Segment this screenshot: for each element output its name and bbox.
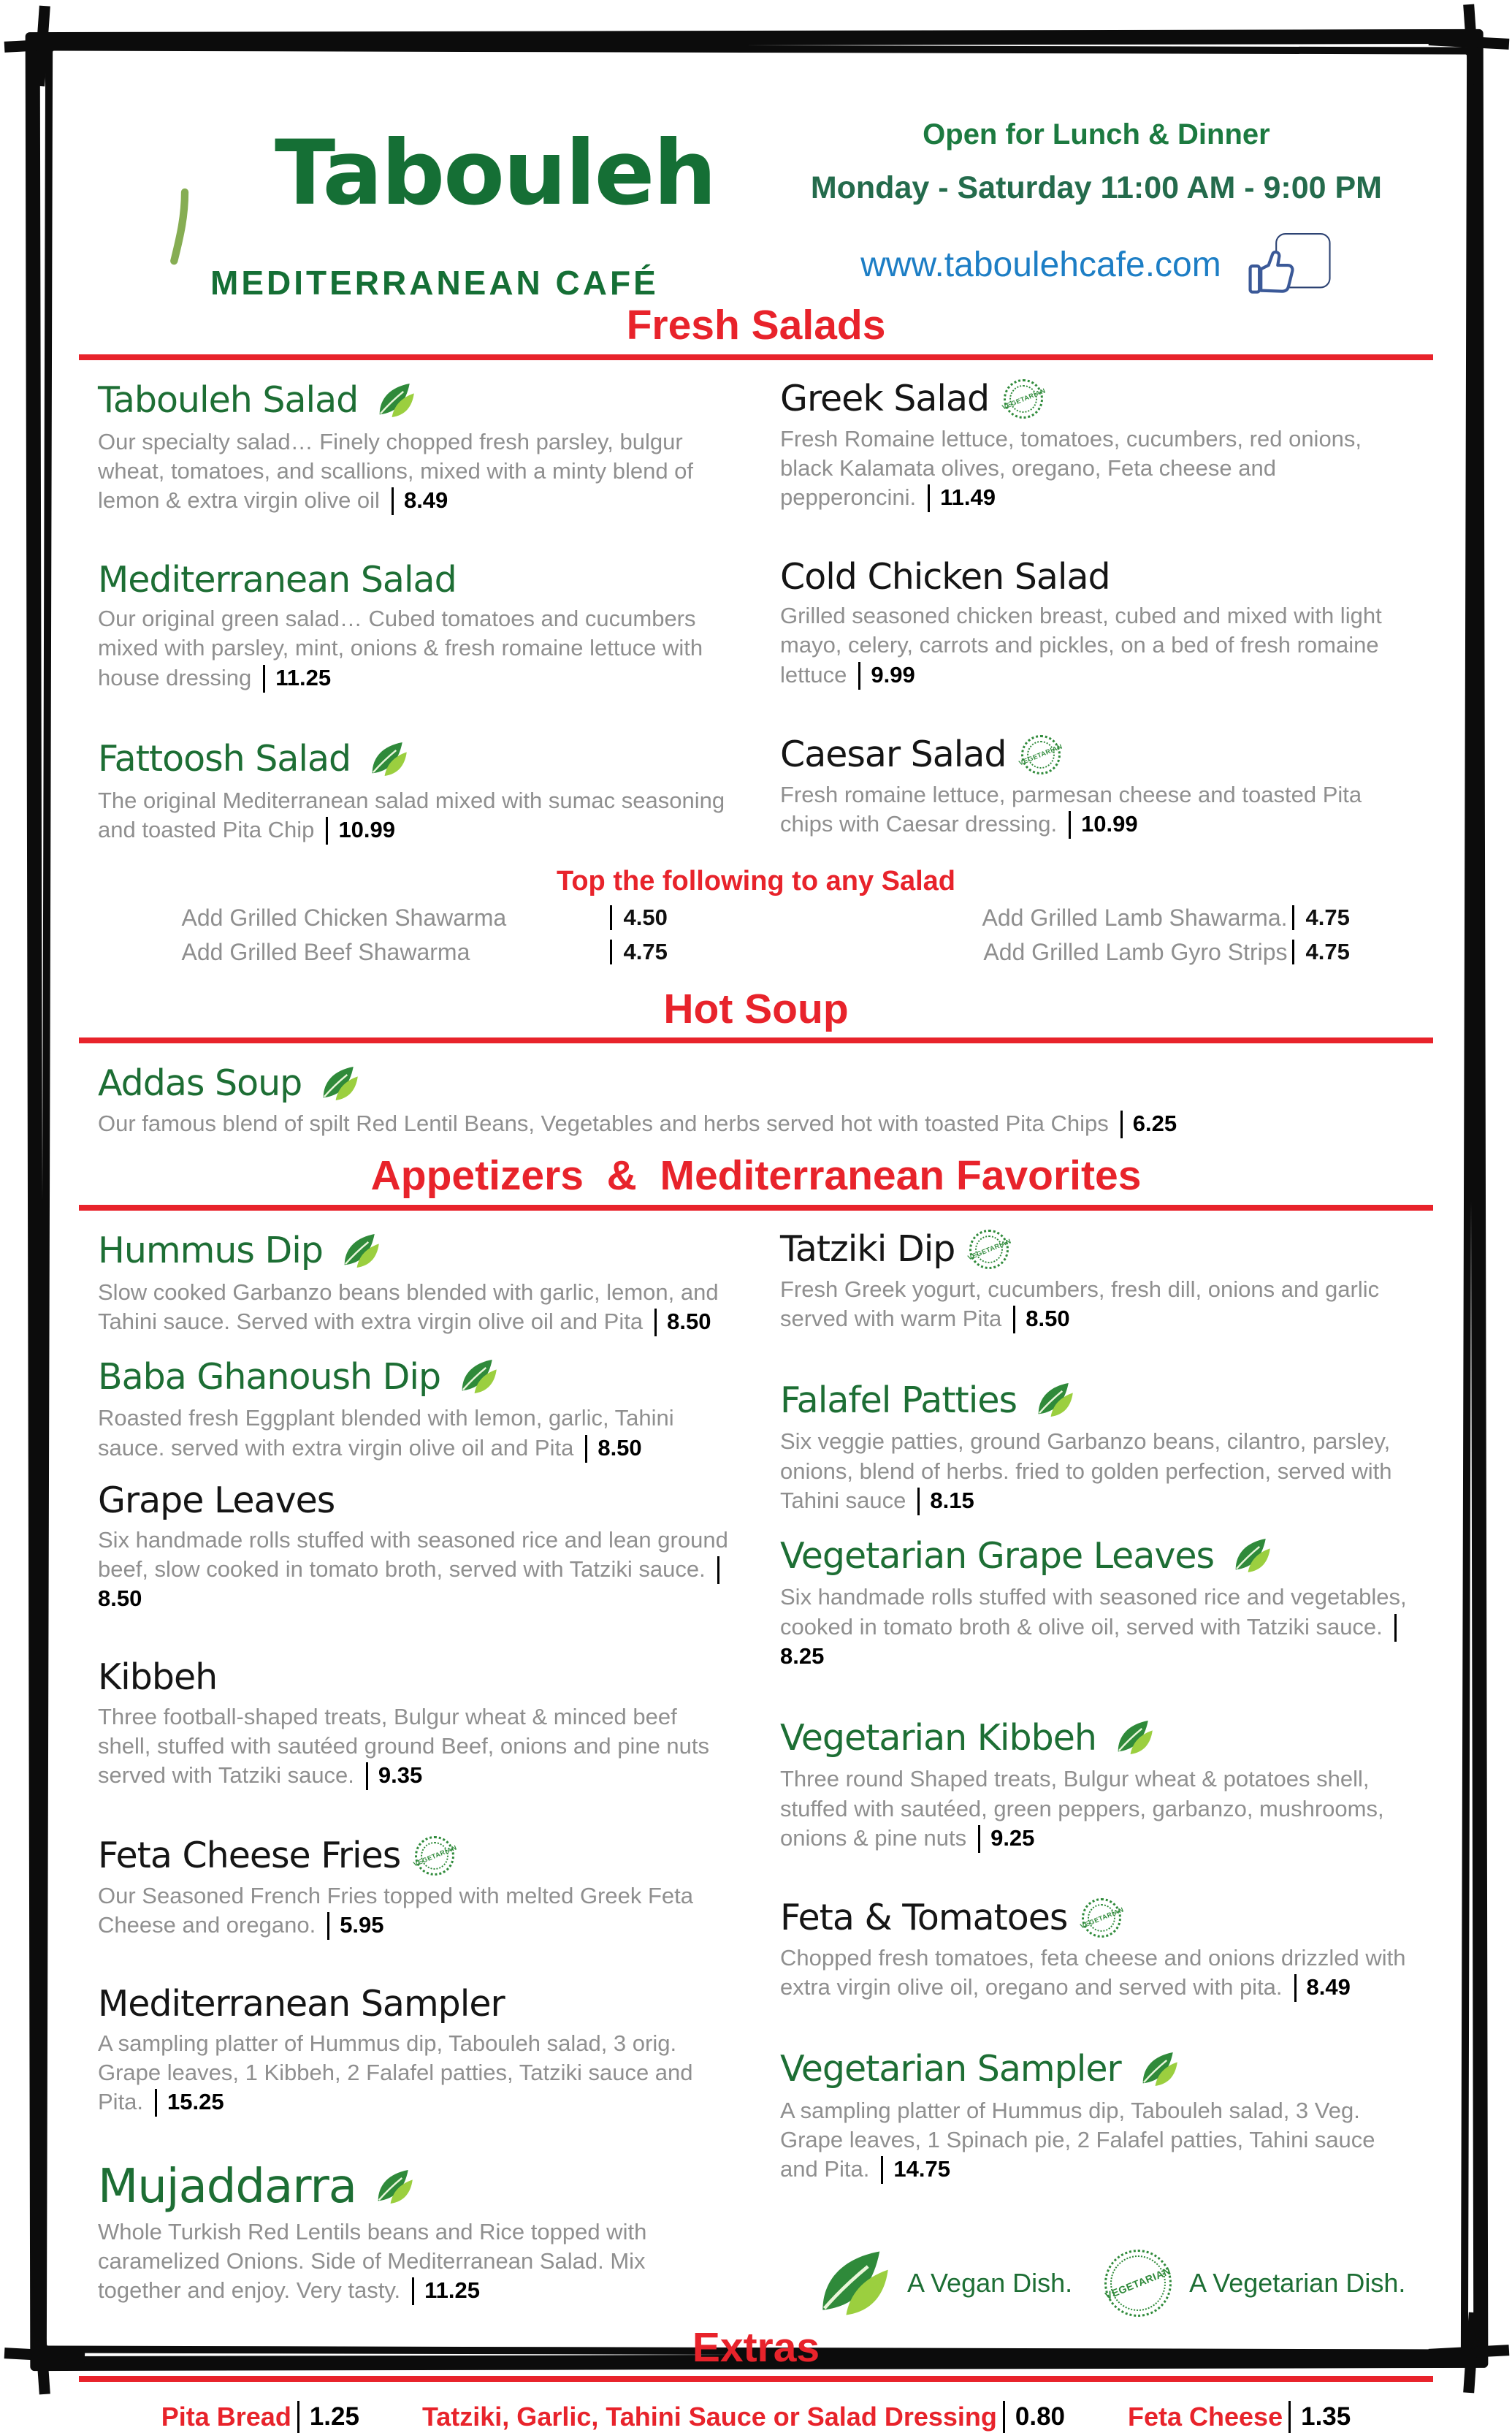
header-info [811, 118, 1411, 297]
menu-item-desc-text: Six handmade rolls stuffed with seasoned rice and lean ground beef, slow cooked in tomato broth, served with Tatziki sauce. [98, 1526, 728, 1582]
menu-item-desc-text: Our Seasoned French Fries topped with melted Greek Feta Cheese and oregano. [98, 1882, 694, 1938]
open-hours-line1: Open for Lunch & Dinner [923, 118, 1270, 151]
facebook-like-icon[interactable] [1246, 232, 1332, 297]
stamp-label: VEGETARIAN [1017, 742, 1064, 767]
menu-item-mujaddarra [98, 2159, 732, 2306]
price-divider [917, 1488, 920, 1515]
fresh-salads-grid [93, 379, 1419, 864]
menu-item-tabouleh-salad [98, 379, 732, 516]
menu-item-name: Addas Soup [98, 1062, 302, 1105]
price-divider [1394, 1614, 1397, 1642]
menu-item-desc-text: Three round Shaped treats, Bulgur wheat & potatoes shell, stuffed with sautéed, green peppers, garbanzo, mushrooms, onions & pine nuts [780, 1766, 1384, 1851]
price-divider [654, 1309, 657, 1336]
menu-item-name: Falafel Patties [780, 1379, 1017, 1421]
menu-item-price: 9.99 [871, 661, 915, 688]
menu-item-price: 11.25 [275, 664, 332, 690]
addon-row [98, 939, 732, 966]
menu-item-description [98, 427, 732, 516]
vegan-leaf-icon [365, 738, 408, 780]
menu-item-fattoosh-salad [98, 738, 732, 845]
menu-item-name: Fattoosh Salad [98, 738, 351, 780]
menu-item-desc-text: A sampling platter of Hummus dip, Tabouleh salad, 3 Veg. Grape leaves, 1 Spinach pie, 2 Falafel patties, Tahini sauce and Pita. [780, 2097, 1375, 2182]
section-rule [79, 1037, 1433, 1043]
menu-item-name: Vegetarian Sampler [780, 2048, 1121, 2090]
menu-item-description [780, 424, 1414, 513]
vegetarian-stamp-icon [412, 1836, 458, 1876]
menu-item-name: Mujaddarra [98, 2159, 356, 2214]
price-divider [928, 484, 930, 512]
menu-item-description [780, 1583, 1414, 1671]
brand-block [101, 99, 715, 302]
vegan-legend-label: A Vegan Dish. [907, 2267, 1073, 2298]
menu-item-description [98, 1278, 732, 1337]
menu-item-price: 6.25 [1132, 1111, 1177, 1137]
menu-item-desc-text: Our original green salad… Cubed tomatoes and cucumbers mixed with parsley, mint, onions & fresh romaine lettuce with house dressing [98, 606, 703, 690]
menu-item-name: Tabouleh Salad [98, 378, 359, 421]
menu-item-description [780, 780, 1414, 839]
menu-item-desc-text: Fresh Greek yogurt, cucumbers, fresh dill, onions and garlic served with warm Pita [780, 1276, 1380, 1332]
menu-item-description [780, 1764, 1414, 1853]
menu-item-desc-text: Chopped fresh tomatoes, feta cheese and onions drizzled with extra virgin olive oil, oregano and served with pita. [780, 1945, 1406, 2000]
menu-item-description [98, 604, 732, 693]
menu-item-price: 9.25 [990, 1824, 1035, 1851]
menu-item-desc-text: Fresh Romaine lettuce, tomatoes, cucumbers, red onions, black Kalamata olives, oregano, Feta cheese and pepperoncini. [780, 425, 1362, 511]
border-brush-tick [34, 6, 50, 87]
addon-price: 4.75 [1305, 939, 1350, 964]
section-rule [79, 354, 1433, 360]
svg-text:f: f [1297, 240, 1313, 290]
menu-item-kibbeh [98, 1656, 732, 1790]
website-link[interactable]: www.taboulehcafe.com [860, 245, 1221, 284]
stamp-label: VEGETARIAN [1103, 2264, 1173, 2301]
price-divider [392, 487, 394, 515]
vegan-leaf-icon [316, 1062, 359, 1105]
menu-item-description [98, 1881, 732, 1941]
price-divider [1013, 1306, 1015, 1333]
menu-item-name: Kibbeh [98, 1656, 218, 1699]
addon-row [780, 939, 1414, 966]
section-title-appetizers: Appetizers & Mediterranean Favorites [370, 1152, 1142, 1200]
menu-item-price: 8.25 [780, 1642, 825, 1669]
salad-addons-title: Top the following to any Salad [556, 865, 956, 896]
menu-item-mediterranean-salad [98, 558, 732, 693]
menu-item-baba-ghanoush-dip [98, 1355, 732, 1463]
vegan-leaf-icon [1111, 1716, 1153, 1759]
extra-item-sauces [422, 2401, 1065, 2433]
addon-price: 4.75 [1305, 905, 1350, 930]
price-divider [412, 2277, 414, 2305]
menu-item-price: 5.95 [340, 1912, 384, 1938]
salad-addons [93, 905, 1419, 973]
menu-item-name: Vegetarian Kibbeh [780, 1716, 1096, 1759]
extra-price: 1.25 [309, 2402, 359, 2432]
vegetarian-stamp-icon [1017, 735, 1064, 774]
addon-row [98, 905, 732, 932]
price-divider [1294, 1974, 1297, 2002]
menu-item-price: 14.75 [893, 2156, 950, 2182]
border-brush-tick [1463, 4, 1480, 85]
addon-price: 4.75 [623, 939, 668, 964]
extra-price: 1.35 [1301, 2402, 1351, 2432]
extra-label: Feta Cheese [1128, 2402, 1283, 2432]
menu-item-price: 11.25 [424, 2277, 481, 2304]
menu-item-price: 11.49 [940, 484, 996, 511]
vegan-leaf-icon [455, 1355, 497, 1398]
vegetarian-stamp-icon [1079, 1898, 1125, 1938]
vegetarian-stamp-icon [1104, 2250, 1172, 2317]
menu-item-description [98, 2029, 732, 2117]
menu-item-desc-text: Grilled seasoned chicken breast, cubed and mixed with light mayo, celery, carrots and pickles, on a bed of fresh romaine lettuce [780, 603, 1382, 688]
menu-item-description [780, 1943, 1414, 2003]
extra-label: Pita Bread [161, 2402, 291, 2432]
menu-item-feta-cheese-fries [98, 1836, 732, 1941]
diet-legend [780, 2243, 1414, 2323]
border-brush-tick [1463, 2312, 1480, 2394]
menu-item-name: Mediterranean Sampler [98, 1983, 505, 2025]
extra-item-pita-bread [161, 2401, 359, 2433]
menu-item-cold-chicken-salad [780, 555, 1414, 690]
menu-item-price: 8.15 [930, 1488, 974, 1514]
addon-label: Add Grilled Beef Shawarma [181, 938, 470, 965]
addon-label: Add Grilled Chicken Shawarma [181, 904, 507, 931]
menu-item-name: Tatziki Dip [780, 1228, 955, 1271]
price-divider [366, 1762, 368, 1790]
border-brush-tick [1429, 34, 1510, 50]
stamp-label: VEGETARIAN [1000, 387, 1047, 411]
vegetarian-legend-label: A Vegetarian Dish. [1189, 2267, 1406, 2298]
menu-item-name: Baba Ghanoush Dip [98, 1355, 441, 1398]
menu-item-grape-leaves [98, 1482, 732, 1613]
menu-item-name: Caesar Salad [780, 734, 1007, 776]
price-divider [327, 1912, 329, 1940]
menu-item-desc-text: A sampling platter of Hummus dip, Tabouleh salad, 3 orig. Grape leaves, 1 Kibbeh, 2 Falafel patties, Tatziki sauce and Pita. [98, 2030, 693, 2115]
vegetarian-stamp-icon [966, 1230, 1012, 1269]
menu-item-vegetarian-sampler [780, 2048, 1414, 2185]
menu-item-addas-soup [93, 1062, 1419, 1138]
menu-page [93, 86, 1419, 2433]
menu-item-mediterranean-sampler [98, 1985, 732, 2117]
header [93, 86, 1419, 302]
menu-item-description [98, 1404, 732, 1463]
addon-label: Add Grilled Lamb Gyro Strips [983, 938, 1288, 965]
menu-item-desc-text: Whole Turkish Red Lentils beans and Rice topped with caramelized Onions. Side of Mediterranean Salad. Mix together and enjoy. Very tasty. [98, 2218, 647, 2304]
menu-item-description [780, 1275, 1414, 1334]
border-brush-tick [4, 2348, 85, 2363]
extra-price: 0.80 [1015, 2402, 1065, 2432]
menu-item-desc-text: Six handmade rolls stuffed with seasoned rice and vegetables, cooked in tomato broth & olive oil, served with Tatziki sauce. [780, 1584, 1407, 1640]
menu-item-tatziki-dip [780, 1230, 1414, 1334]
price-divider [155, 2089, 157, 2117]
menu-item-price: 8.50 [1026, 1306, 1070, 1332]
menu-item-price: 8.49 [1306, 1974, 1351, 2000]
appetizers-grid [93, 1230, 1419, 2325]
price-divider [881, 2156, 883, 2184]
menu-item-desc-text: Our specialty salad… Finely chopped fresh parsley, bulgur wheat, tomatoes, and scallions, mixed with a minty blend of lemon & extra virgin olive oil [98, 428, 694, 514]
vegetarian-legend-entry [1104, 2250, 1405, 2317]
open-hours-line2: Monday - Saturday 11:00 AM - 9:00 PM [810, 170, 1382, 205]
menu-item-description [98, 2217, 732, 2306]
menu-item-desc-text: Slow cooked Garbanzo beans blended with garlic, lemon, and Tahini sauce. Served with extra virgin olive oil and Pita [98, 1279, 719, 1335]
menu-item-hummus-dip [98, 1230, 732, 1337]
price-divider [1120, 1111, 1123, 1138]
border-brush-tick [1429, 2345, 1510, 2360]
vegetarian-stamp-icon [1000, 379, 1047, 419]
vegan-legend-entry [809, 2243, 1072, 2323]
section-rule [79, 1205, 1433, 1211]
addon-label: Add Grilled Lamb Shawarma. [982, 904, 1288, 931]
menu-item-description [98, 1526, 732, 1614]
section-title-extras: Extras [692, 2323, 820, 2371]
vegan-leaf-icon [1136, 2048, 1178, 2090]
addon-price: 4.50 [623, 905, 668, 930]
vegan-leaf-icon [1229, 1534, 1271, 1577]
menu-item-name: Greek Salad [780, 377, 990, 419]
menu-item-greek-salad [780, 379, 1414, 513]
price-divider [978, 1825, 980, 1853]
brand-name: Tabouleh [275, 121, 716, 225]
menu-item-vegetarian-grape-leaves [780, 1534, 1414, 1671]
menu-item-desc-text: The original Mediterranean salad mixed with sumac seasoning and toasted Pita Chip [98, 787, 725, 843]
extra-item-feta-cheese [1128, 2401, 1351, 2433]
menu-item-name: Hummus Dip [98, 1230, 323, 1272]
stamp-label: VEGETARIAN [966, 1237, 1012, 1262]
menu-item-price: 8.50 [98, 1585, 142, 1612]
menu-item-price: 10.99 [338, 817, 396, 843]
extra-label: Tatziki, Garlic, Tahini Sauce or Salad Dressing [421, 2402, 997, 2432]
menu-item-description [98, 786, 732, 845]
menu-item-description [98, 1111, 1414, 1138]
menu-item-price: 10.99 [1081, 811, 1138, 837]
section-rule [79, 2376, 1433, 2382]
border-brush-tick [4, 37, 85, 53]
price-divider [858, 662, 860, 690]
vegan-leaf-icon [373, 379, 415, 422]
menu-item-feta-and-tomatoes [780, 1898, 1414, 2003]
vegan-leaf-icon [337, 1230, 380, 1272]
price-divider [1069, 811, 1071, 839]
vegan-leaf-icon [1031, 1379, 1074, 1421]
menu-item-price: 8.50 [667, 1309, 711, 1335]
menu-item-falafel-patties [780, 1379, 1414, 1515]
parsley-leaf-logo-icon [101, 85, 269, 267]
menu-item-desc-text: Roasted fresh Eggplant blended with lemon, garlic, Tahini sauce. served with extra virgin olive oil and Pita [98, 1405, 674, 1461]
stamp-label: VEGETARIAN [412, 1843, 458, 1868]
menu-item-price: 8.49 [403, 487, 448, 514]
menu-item-desc-text: Six veggie patties, ground Garbanzo beans, cilantro, parsley, onions, blend of herbs. fried to golden perfection, served with Tahini sauce [780, 1428, 1392, 1514]
menu-item-description [780, 2096, 1414, 2185]
menu-item-desc-text: Three football-shaped treats, Bulgur wheat & minced beef shell, stuffed with sautéed ground Beef, onions and pine nuts served with Tatziki sauce. [98, 1703, 710, 1789]
brand-subtitle: MEDITERRANEAN CAFÉ [210, 264, 659, 302]
menu-item-name: Grape Leaves [98, 1480, 335, 1522]
menu-item-name: Feta Cheese Fries [98, 1835, 401, 1876]
menu-item-description [780, 601, 1414, 690]
extras-row [93, 2401, 1419, 2433]
price-divider [326, 817, 328, 845]
border-brush-tick [34, 2314, 50, 2395]
menu-item-name: Feta & Tomatoes [780, 1897, 1068, 1939]
menu-item-desc-text: Our famous blend of spilt Red Lentil Beans, Vegetables and herbs served hot with toasted Pita Chips [98, 1111, 1109, 1137]
menu-item-name: Vegetarian Grape Leaves [780, 1534, 1215, 1577]
menu-item-description [98, 1702, 732, 1791]
section-title-hot-soup: Hot Soup [663, 985, 849, 1032]
price-divider [585, 1435, 587, 1463]
menu-item-price: 9.35 [378, 1762, 423, 1789]
price-divider [263, 665, 265, 693]
section-title-fresh-salads: Fresh Salads [626, 302, 886, 349]
menu-item-price: 8.50 [597, 1434, 642, 1461]
addon-row [780, 905, 1414, 932]
vegan-leaf-icon [371, 2166, 413, 2208]
vegan-leaf-icon [809, 2243, 890, 2323]
menu-item-name: Cold Chicken Salad [780, 555, 1110, 598]
menu-item-vegetarian-kibbeh [780, 1716, 1414, 1853]
menu-item-caesar-salad [780, 735, 1414, 839]
menu-item-description [780, 1427, 1414, 1515]
stamp-label: VEGETARIAN [1079, 1905, 1125, 1930]
menu-item-desc-text: Fresh romaine lettuce, parmesan cheese and toasted Pita chips with Caesar dressing. [780, 781, 1362, 837]
menu-item-price: 15.25 [167, 2089, 224, 2115]
menu-item-name: Mediterranean Salad [98, 558, 457, 601]
price-divider [717, 1556, 719, 1584]
